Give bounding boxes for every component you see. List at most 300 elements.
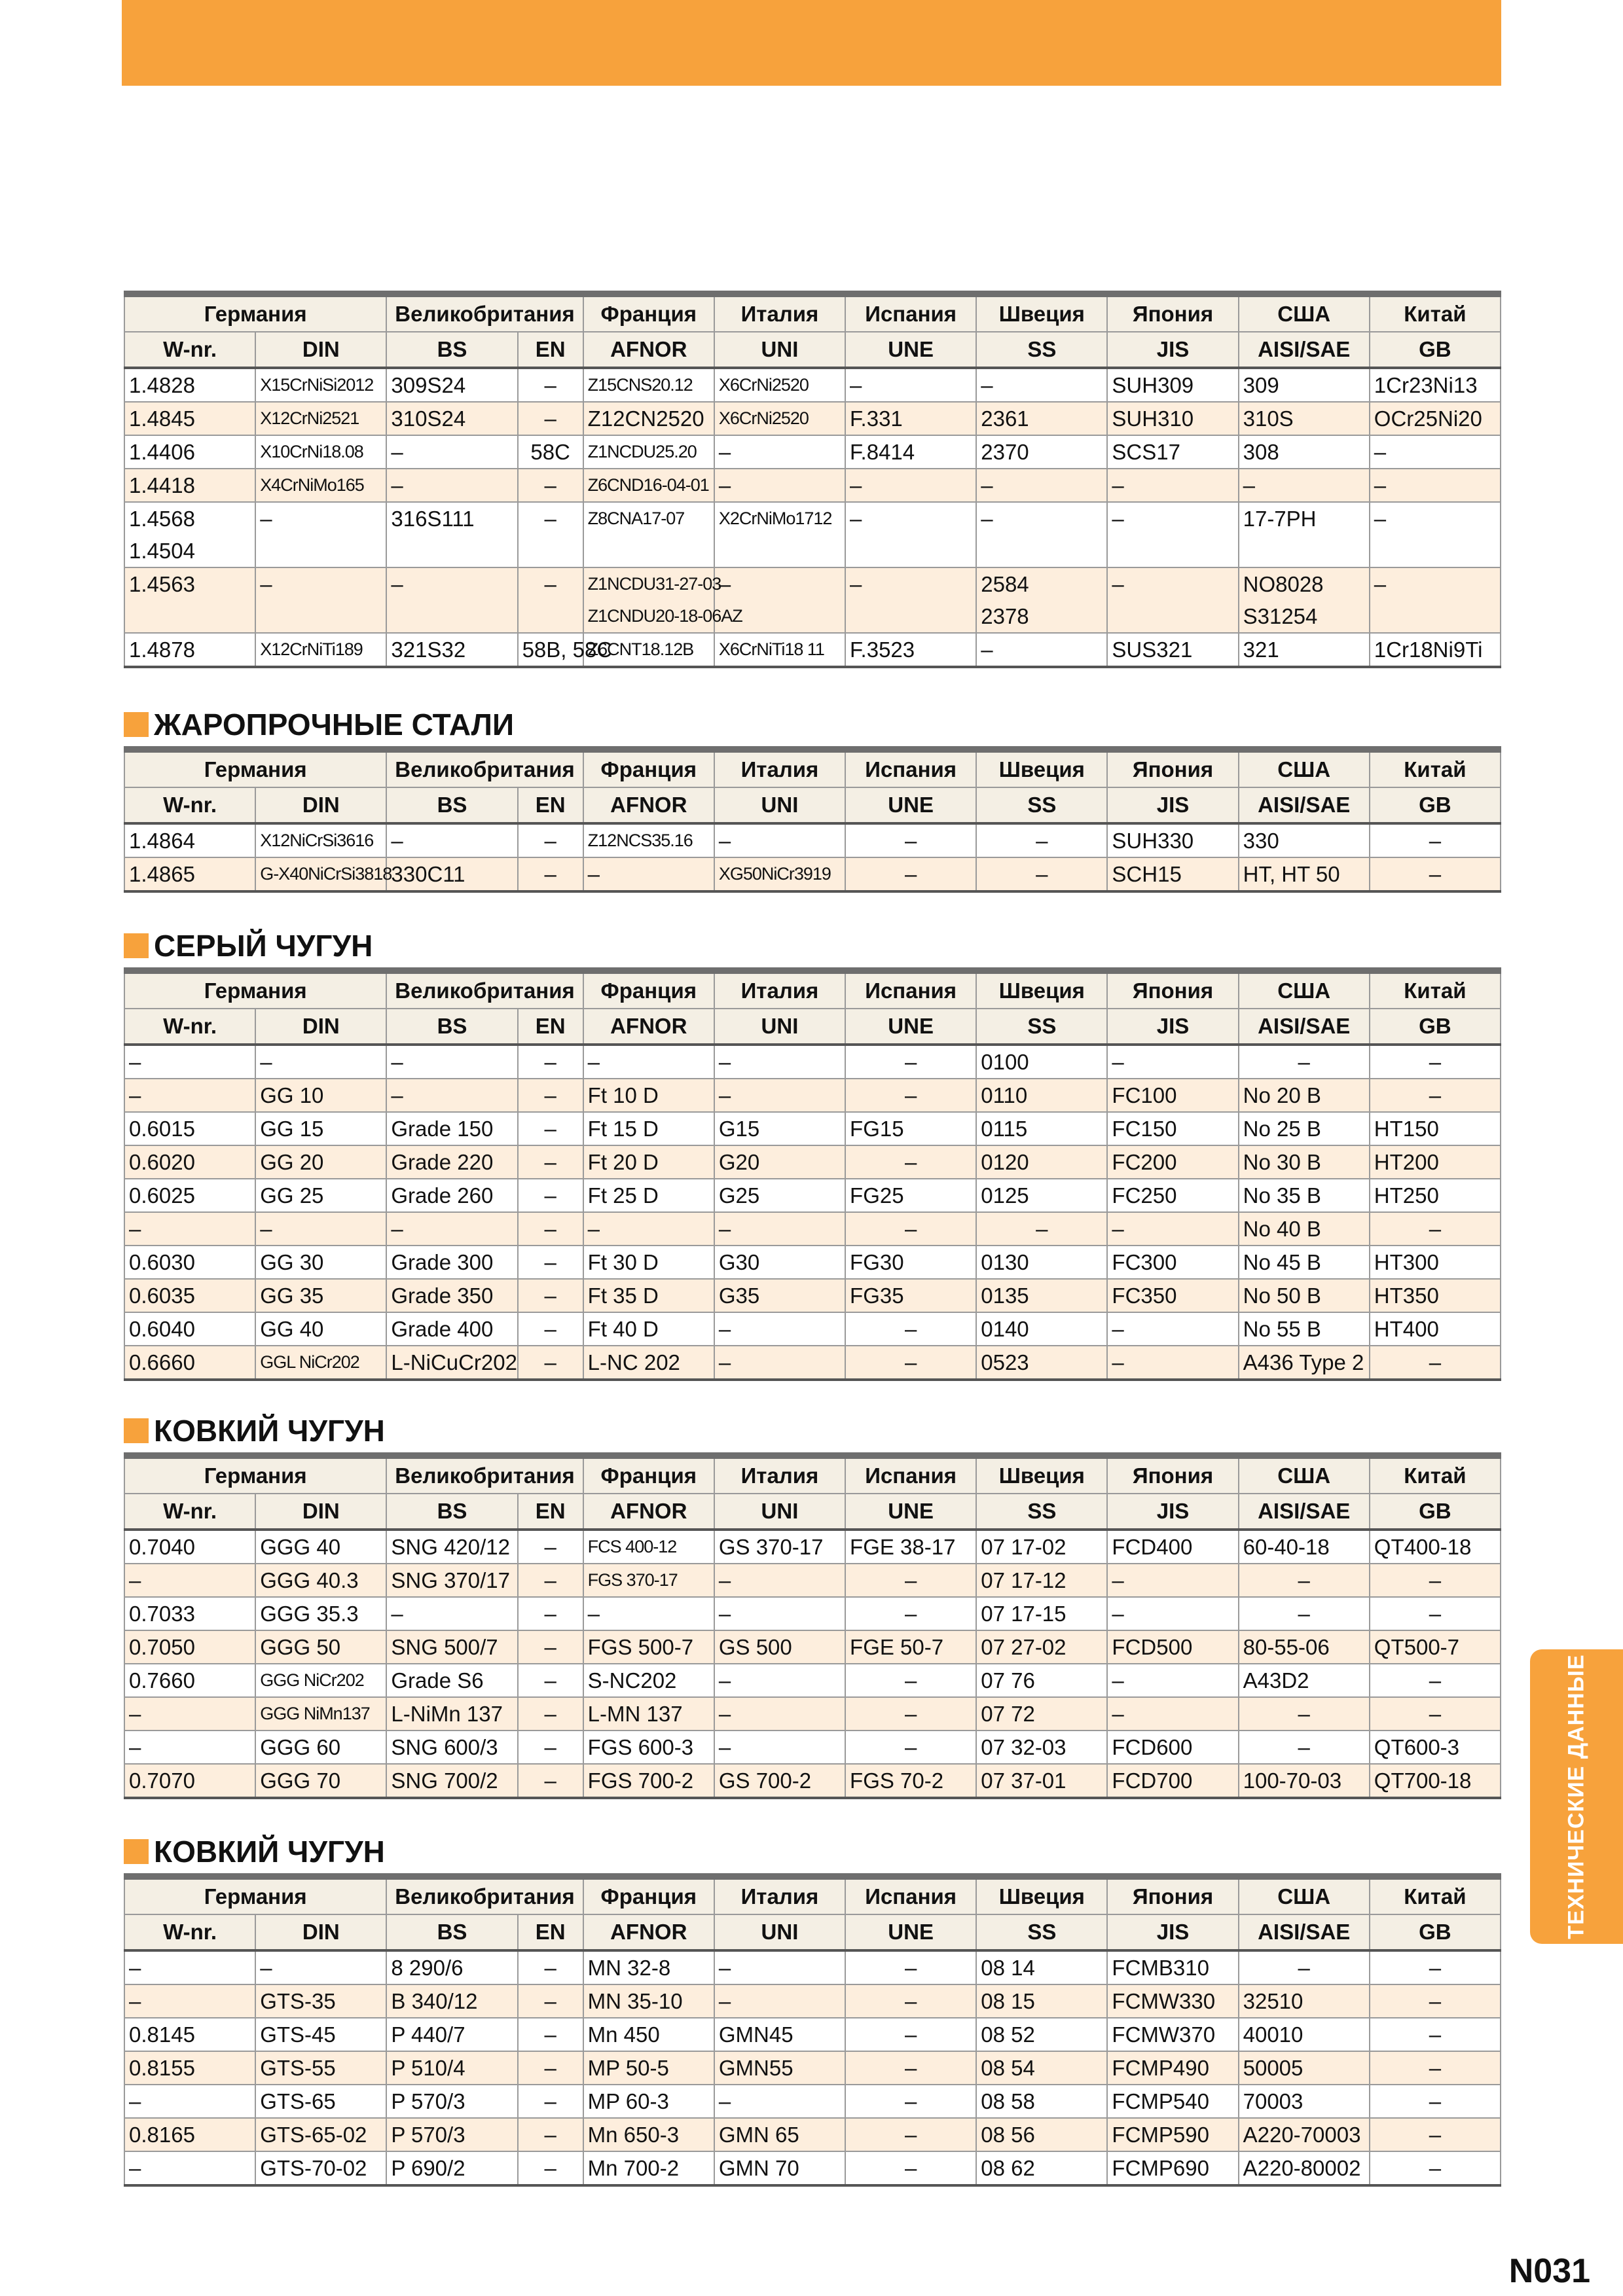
table-cell: –: [255, 502, 386, 567]
table-cell: G35: [714, 1279, 845, 1312]
standard-header: DIN: [255, 332, 386, 368]
table-row: [124, 1079, 1501, 1112]
table-cell: A220-80002: [1239, 2151, 1370, 2185]
table-cell: Ft 10 D: [583, 1079, 714, 1112]
table-cell: No 30 B: [1239, 1145, 1370, 1179]
table-row: [124, 1764, 1501, 1798]
table-cell: –: [124, 1212, 255, 1246]
table-cell: Mn 450: [583, 2018, 714, 2051]
table-cell: –: [845, 823, 976, 857]
table-cell: SNG 500/7: [386, 1630, 517, 1664]
table-cell: GTS-45: [255, 2018, 386, 2051]
country-header: Франция: [583, 749, 714, 787]
table-cell: GGG 70: [255, 1764, 386, 1798]
table-cell: –: [714, 567, 845, 633]
table-cell: –: [518, 1764, 583, 1798]
table-cell: SCH15: [1107, 857, 1238, 891]
table-cell: GGG 40.3: [255, 1564, 386, 1597]
table-cell: 07 32-03: [976, 1731, 1107, 1764]
table-cell: Ft 30 D: [583, 1246, 714, 1279]
standard-header: JIS: [1107, 1494, 1238, 1530]
table-row: [124, 1664, 1501, 1697]
table-cell: Grade 150: [386, 1112, 517, 1145]
table-cell: No 25 B: [1239, 1112, 1370, 1145]
country-header: Великобритания: [386, 749, 583, 787]
table-cell: –: [845, 1045, 976, 1079]
table-cell: –: [124, 1564, 255, 1597]
table-cell: 321: [1239, 633, 1370, 667]
table-cell: Z6CNT18.12B: [583, 633, 714, 667]
standard-header: SS: [976, 1914, 1107, 1950]
table-cell: GTS-70-02: [255, 2151, 386, 2185]
table-cell: –: [518, 857, 583, 891]
table-cell: –: [1370, 2051, 1501, 2085]
table-cell: 330C11: [386, 857, 517, 891]
country-header: США: [1239, 294, 1370, 332]
table-row: [124, 1112, 1501, 1145]
table-cell: FCD700: [1107, 1764, 1238, 1798]
table-cell: –: [714, 2085, 845, 2118]
table-cell: –: [1370, 567, 1501, 633]
table-cell: –: [518, 502, 583, 567]
table-cell: –: [518, 1597, 583, 1630]
table-cell: FCMP490: [1107, 2051, 1238, 2085]
table-cell: No 50 B: [1239, 1279, 1370, 1312]
table-row: [124, 368, 1501, 402]
standard-header: SS: [976, 787, 1107, 823]
table-cell: –: [845, 1312, 976, 1346]
standard-header: AISI/SAE: [1239, 1914, 1370, 1950]
table-cell: FGS 70-2: [845, 1764, 976, 1798]
standard-header: UNE: [845, 1494, 976, 1530]
table-cell: 0.6020: [124, 1145, 255, 1179]
table-row: [124, 1179, 1501, 1212]
table-cell: –: [1107, 469, 1238, 502]
table-cell: No 40 B: [1239, 1212, 1370, 1246]
table-row: [124, 469, 1501, 502]
table-cell: P 690/2: [386, 2151, 517, 2185]
table-cell: –: [845, 1346, 976, 1380]
section-heading: [124, 1834, 385, 1869]
table-cell: 07 17-02: [976, 1530, 1107, 1564]
table-cell: –: [124, 2151, 255, 2185]
table-cell: GTS-35: [255, 1984, 386, 2018]
table-cell: F.331: [845, 402, 976, 435]
table-cell: –: [518, 1045, 583, 1079]
table-cell: HT400: [1370, 1312, 1501, 1346]
table-row: [124, 2151, 1501, 2185]
table-row: [124, 1246, 1501, 1279]
standard-header: EN: [518, 332, 583, 368]
table-cell: B 340/12: [386, 1984, 517, 2018]
table-cell: –: [845, 1950, 976, 1984]
table-cell: –: [518, 2118, 583, 2151]
material-equivalence-table: [124, 291, 1501, 668]
standard-header: DIN: [255, 787, 386, 823]
table-cell: –: [714, 1597, 845, 1630]
side-section-tab[interactable]: [1530, 1649, 1623, 1944]
table-cell: 309: [1239, 368, 1370, 402]
table-cell: Grade S6: [386, 1664, 517, 1697]
table-cell: –: [386, 469, 517, 502]
table-cell: SUH310: [1107, 402, 1238, 435]
table-cell: 50005: [1239, 2051, 1370, 2085]
table-cell: 310S24: [386, 402, 517, 435]
table-cell: 0.6040: [124, 1312, 255, 1346]
table-cell: GG 35: [255, 1279, 386, 1312]
table-row: [124, 1530, 1501, 1564]
table-cell: Mn 650-3: [583, 2118, 714, 2151]
table-cell: 1.4563: [124, 567, 255, 633]
table-row: [124, 823, 1501, 857]
material-equivalence-table: [124, 1873, 1501, 2187]
table-cell: –: [714, 1564, 845, 1597]
table-cell: –: [1239, 1564, 1370, 1597]
table-cell: –: [1107, 1597, 1238, 1630]
table-cell: GGG 35.3: [255, 1597, 386, 1630]
table-cell: –: [845, 2085, 976, 2118]
table-cell: 0135: [976, 1279, 1107, 1312]
standard-header: AISI/SAE: [1239, 332, 1370, 368]
country-header: США: [1239, 971, 1370, 1009]
table-cell: X15CrNiSi2012: [255, 368, 386, 402]
table-cell: –: [518, 1212, 583, 1246]
table-cell: L-NiMn 137: [386, 1697, 517, 1731]
table-cell: –: [518, 2085, 583, 2118]
table-cell: –: [845, 1697, 976, 1731]
standard-header: UNI: [714, 787, 845, 823]
table-cell: X6CrNi2520: [714, 368, 845, 402]
table-row: [124, 633, 1501, 667]
table-cell: Z15CNS20.12: [583, 368, 714, 402]
country-header: Япония: [1107, 1876, 1238, 1914]
table-cell: –: [518, 1346, 583, 1380]
table-cell: FG25: [845, 1179, 976, 1212]
table-cell: FCS 400-12: [583, 1530, 714, 1564]
standard-header: UNI: [714, 332, 845, 368]
table-cell: –: [1107, 1664, 1238, 1697]
country-header: Швеция: [976, 749, 1107, 787]
table-cell: –: [518, 1664, 583, 1697]
table-cell: 1.4828: [124, 368, 255, 402]
table-cell: FC250: [1107, 1179, 1238, 1212]
standard-header: W-nr.: [124, 1914, 255, 1950]
table-cell: Ft 20 D: [583, 1145, 714, 1179]
table-cell: 0120: [976, 1145, 1107, 1179]
standard-header: GB: [1370, 1914, 1501, 1950]
table-cell: –: [1370, 857, 1501, 891]
material-equivalence-table: [124, 1452, 1501, 1799]
table-cell: –: [1239, 1731, 1370, 1764]
table-cell: 1.4845: [124, 402, 255, 435]
table-cell: 07 17-15: [976, 1597, 1107, 1630]
standard-header: AFNOR: [583, 787, 714, 823]
table-cell: 08 56: [976, 2118, 1107, 2151]
table-cell: P 570/3: [386, 2085, 517, 2118]
orange-square-bullet: [124, 1839, 149, 1864]
table-cell: 0140: [976, 1312, 1107, 1346]
section-title: КОВКИЙ ЧУГУН: [154, 1835, 385, 1869]
country-header: Германия: [124, 1876, 386, 1914]
table-row: [124, 1630, 1501, 1664]
table-cell: –: [845, 567, 976, 633]
table-cell: Grade 300: [386, 1246, 517, 1279]
country-header: Италия: [714, 294, 845, 332]
country-header: Великобритания: [386, 1456, 583, 1494]
country-header: Япония: [1107, 971, 1238, 1009]
table-cell: GG 40: [255, 1312, 386, 1346]
table-row: [124, 2018, 1501, 2051]
table-cell: –: [518, 823, 583, 857]
country-header: Япония: [1107, 1456, 1238, 1494]
table-cell: –: [976, 502, 1107, 567]
table-cell: –: [386, 1079, 517, 1112]
table-cell: 0.6015: [124, 1112, 255, 1145]
table-row: [124, 1145, 1501, 1179]
table-cell: QT700-18: [1370, 1764, 1501, 1798]
country-header: США: [1239, 1456, 1370, 1494]
table-cell: –: [1239, 1950, 1370, 1984]
table-cell: –: [124, 1045, 255, 1079]
table-cell: FCMW370: [1107, 2018, 1238, 2051]
table-cell: 0.6035: [124, 1279, 255, 1312]
table-cell: SNG 420/12: [386, 1530, 517, 1564]
table-cell: GS 370-17: [714, 1530, 845, 1564]
table-row: [124, 567, 1501, 633]
standard-header: DIN: [255, 1009, 386, 1045]
table-cell: –: [583, 1597, 714, 1630]
standard-header: BS: [386, 332, 517, 368]
table-cell: –: [976, 857, 1107, 891]
table-cell: 1Cr18Ni9Ti: [1370, 633, 1501, 667]
table-cell: MP 50-5: [583, 2051, 714, 2085]
table-cell: –: [518, 1279, 583, 1312]
table-cell: X12NiCrSi3616: [255, 823, 386, 857]
material-equivalence-table: [124, 967, 1501, 1381]
standard-header: UNI: [714, 1494, 845, 1530]
table-cell: 0115: [976, 1112, 1107, 1145]
table-cell: GGG 50: [255, 1630, 386, 1664]
table-cell: –: [255, 1045, 386, 1079]
table-cell: Grade 350: [386, 1279, 517, 1312]
standard-header: AISI/SAE: [1239, 1009, 1370, 1045]
table-cell: S-NC202: [583, 1664, 714, 1697]
table-cell: –: [845, 1564, 976, 1597]
table-cell: FCMP690: [1107, 2151, 1238, 2185]
table-cell: 0.8145: [124, 2018, 255, 2051]
standard-header: UNI: [714, 1009, 845, 1045]
table-cell: –: [124, 1950, 255, 1984]
table-cell: 80-55-06: [1239, 1630, 1370, 1664]
country-header: Испания: [845, 1876, 976, 1914]
table-cell: –: [714, 1950, 845, 1984]
table-cell: –: [124, 1731, 255, 1764]
table-cell: P 570/3: [386, 2118, 517, 2151]
table-cell: 07 72: [976, 1697, 1107, 1731]
table-cell: –: [518, 1564, 583, 1597]
table-row: [124, 1597, 1501, 1630]
table-cell: –: [386, 435, 517, 469]
table-cell: –: [1239, 1597, 1370, 1630]
table-cell: –: [1370, 1212, 1501, 1246]
table-cell: 58B, 58C: [518, 633, 583, 667]
table-cell: Z1NCDU25.20: [583, 435, 714, 469]
standard-header: EN: [518, 1914, 583, 1950]
standard-header: W-nr.: [124, 787, 255, 823]
standard-header: GB: [1370, 787, 1501, 823]
table-cell: GTS-55: [255, 2051, 386, 2085]
table-cell: –: [386, 1045, 517, 1079]
section-title: ЖАРОПРОЧНЫЕ СТАЛИ: [154, 708, 515, 742]
orange-square-bullet: [124, 1418, 149, 1443]
table-cell: Grade 400: [386, 1312, 517, 1346]
table-cell: OCr25Ni20: [1370, 402, 1501, 435]
table-cell: No 35 B: [1239, 1179, 1370, 1212]
table-cell: GMN55: [714, 2051, 845, 2085]
table-cell: GGG NiCr202: [255, 1664, 386, 1697]
table-cell: GGG NiMn137: [255, 1697, 386, 1731]
table-cell: –: [1239, 1697, 1370, 1731]
country-header: Франция: [583, 971, 714, 1009]
table-cell: –: [386, 1597, 517, 1630]
table-cell: SUS321: [1107, 633, 1238, 667]
table-cell: MP 60-3: [583, 2085, 714, 2118]
table-cell: X2CrNiMo1712: [714, 502, 845, 567]
table-cell: –: [714, 823, 845, 857]
table-cell: 2361: [976, 402, 1107, 435]
table-row: [124, 1697, 1501, 1731]
table-row: [124, 1212, 1501, 1246]
table-cell: L-NiCuCr202: [386, 1346, 517, 1380]
table-cell: –: [1370, 502, 1501, 567]
standard-header: UNI: [714, 1914, 845, 1950]
country-header: Швеция: [976, 294, 1107, 332]
table-cell: –: [518, 1731, 583, 1764]
table-cell: 0.7040: [124, 1530, 255, 1564]
country-header: Германия: [124, 749, 386, 787]
table-cell: FGE 38-17: [845, 1530, 976, 1564]
table-cell: GG 15: [255, 1112, 386, 1145]
table-cell: X4CrNiMo165: [255, 469, 386, 502]
table-cell: G20: [714, 1145, 845, 1179]
country-header: США: [1239, 749, 1370, 787]
table-cell: Z8CNA17-07: [583, 502, 714, 567]
material-equivalence-table: [124, 746, 1501, 893]
table-cell: 0523: [976, 1346, 1107, 1380]
table-cell: Ft 25 D: [583, 1179, 714, 1212]
table-cell: –: [845, 1145, 976, 1179]
standard-header: BS: [386, 1009, 517, 1045]
country-header: Италия: [714, 749, 845, 787]
table-cell: FGS 600-3: [583, 1731, 714, 1764]
table-cell: –: [1107, 567, 1238, 633]
table-cell: G15: [714, 1112, 845, 1145]
country-header: Швеция: [976, 1876, 1107, 1914]
country-header: Франция: [583, 294, 714, 332]
table-cell: –: [1107, 1212, 1238, 1246]
table-cell: F.3523: [845, 633, 976, 667]
table-cell: –: [124, 1079, 255, 1112]
table-cell: FCMP590: [1107, 2118, 1238, 2151]
table-cell: –: [124, 1984, 255, 2018]
standard-header: UNE: [845, 1914, 976, 1950]
country-header: Испания: [845, 294, 976, 332]
table-cell: –: [518, 1530, 583, 1564]
table-cell: SNG 370/17: [386, 1564, 517, 1597]
table-cell: QT500-7: [1370, 1630, 1501, 1664]
table-cell: GTS-65: [255, 2085, 386, 2118]
table-cell: –: [845, 368, 976, 402]
table-cell: 1.4418: [124, 469, 255, 502]
table-cell: P 510/4: [386, 2051, 517, 2085]
country-header: Китай: [1370, 1876, 1501, 1914]
table-cell: –: [714, 1984, 845, 2018]
table-cell: –: [1370, 1346, 1501, 1380]
table-cell: 70003: [1239, 2085, 1370, 2118]
table-cell: –: [1370, 469, 1501, 502]
table-cell: –: [1370, 2118, 1501, 2151]
table-row: [124, 1045, 1501, 1079]
table-cell: GG 30: [255, 1246, 386, 1279]
table-cell: MN 35-10: [583, 1984, 714, 2018]
table-cell: –: [255, 1950, 386, 1984]
table-cell: Z1NCDU31-27-03 Z1CNDU20-18-06AZ: [583, 567, 714, 633]
table-cell: FG30: [845, 1246, 976, 1279]
table-cell: –: [845, 469, 976, 502]
table-cell: 32510: [1239, 1984, 1370, 2018]
country-header: Великобритания: [386, 971, 583, 1009]
table-row: [124, 1950, 1501, 1984]
table-cell: 0.7033: [124, 1597, 255, 1630]
table-cell: 08 58: [976, 2085, 1107, 2118]
table-cell: NO8028 S31254: [1239, 567, 1370, 633]
table-cell: –: [714, 1079, 845, 1112]
table-cell: HT200: [1370, 1145, 1501, 1179]
table-cell: SUH309: [1107, 368, 1238, 402]
table-cell: 0110: [976, 1079, 1107, 1112]
standard-header: AFNOR: [583, 1009, 714, 1045]
table-cell: 58C: [518, 435, 583, 469]
table-cell: HT300: [1370, 1246, 1501, 1279]
table-cell: –: [518, 567, 583, 633]
table-cell: –: [1370, 1564, 1501, 1597]
table-row: [124, 1346, 1501, 1380]
table-cell: A436 Type 2: [1239, 1346, 1370, 1380]
table-cell: –: [124, 2085, 255, 2118]
country-header: Испания: [845, 1456, 976, 1494]
section-title: КОВКИЙ ЧУГУН: [154, 1414, 385, 1448]
table-cell: –: [1239, 1045, 1370, 1079]
table-cell: –: [518, 469, 583, 502]
table-cell: –: [1107, 1346, 1238, 1380]
table-cell: –: [845, 2051, 976, 2085]
table-cell: Ft 35 D: [583, 1279, 714, 1312]
table-cell: 17-7PH: [1239, 502, 1370, 567]
table-cell: –: [845, 1079, 976, 1112]
table-cell: GS 500: [714, 1630, 845, 1664]
standard-header: AFNOR: [583, 332, 714, 368]
section-heading: [124, 707, 514, 742]
table-cell: GMN 65: [714, 2118, 845, 2151]
table-cell: Grade 220: [386, 1145, 517, 1179]
standard-header: SS: [976, 1009, 1107, 1045]
table-cell: X6CrNi2520: [714, 402, 845, 435]
table-cell: FGS 370-17: [583, 1564, 714, 1597]
standard-header: W-nr.: [124, 1009, 255, 1045]
table-cell: 1.4878: [124, 633, 255, 667]
section-heading: [124, 928, 373, 963]
table-cell: –: [845, 857, 976, 891]
